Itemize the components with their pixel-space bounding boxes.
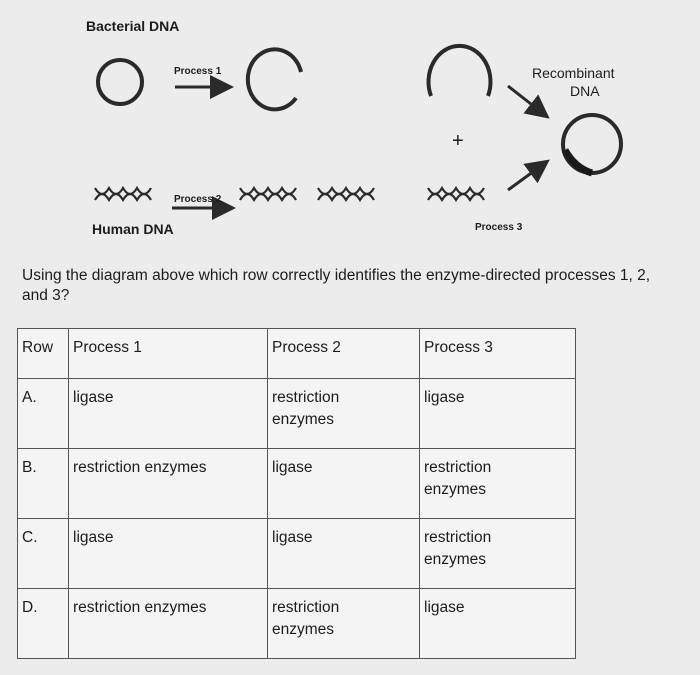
table-row	[18, 519, 576, 589]
cell-process2	[268, 379, 420, 449]
process2-label: Process 2	[174, 194, 222, 205]
question-text: Using the diagram above which row correctly identifies the enzyme-directed processes 1, 2, and 3?	[22, 267, 651, 304]
cell-process1: ligase	[69, 379, 268, 449]
dna-diagram	[0, 0, 700, 250]
opened-plasmid	[429, 46, 491, 96]
bacterial-dna-label: Bacterial DNA	[86, 18, 180, 34]
cell-text: restriction enzymes	[424, 459, 492, 498]
header-row: Row	[18, 329, 69, 379]
cut-dna-helix-1	[240, 188, 296, 200]
recombinant-plasmid	[563, 115, 621, 173]
header-process2: Process 2	[268, 329, 420, 379]
cell-process3	[420, 519, 576, 589]
human-dna-label: Human DNA	[92, 221, 174, 237]
cell-process1: restriction enzymes	[69, 449, 268, 519]
cell-process3: ligase	[420, 379, 576, 449]
human-dna-helix	[95, 188, 151, 200]
row-label: B.	[18, 449, 69, 519]
cell-process2: ligase	[268, 519, 420, 589]
cell-process3	[420, 449, 576, 519]
bacterial-plasmid	[98, 60, 142, 104]
answer-table	[17, 328, 576, 659]
cell-process2: ligase	[268, 449, 420, 519]
recombinant-label-line1: Recombinant	[532, 65, 615, 81]
cut-dna-helix-2	[318, 188, 374, 200]
cell-text: restriction enzymes	[272, 599, 340, 638]
cell-text: restriction enzymes	[424, 529, 492, 568]
header-process3: Process 3	[420, 329, 576, 379]
table-header-row	[18, 329, 576, 379]
process1-label: Process 1	[174, 66, 222, 77]
to-recombinant-arrow-bottom	[508, 163, 545, 190]
cell-process3: ligase	[420, 589, 576, 659]
to-recombinant-arrow-top	[508, 86, 545, 115]
recombinant-label-line2: DNA	[570, 83, 600, 99]
row-label: C.	[18, 519, 69, 589]
cut-plasmid	[248, 49, 301, 109]
row-label: D.	[18, 589, 69, 659]
plus-sign: +	[452, 130, 464, 152]
cell-process1: restriction enzymes	[69, 589, 268, 659]
table-row	[18, 589, 576, 659]
cell-process2	[268, 589, 420, 659]
cell-text: restriction enzymes	[272, 389, 340, 428]
table-row	[18, 449, 576, 519]
header-process1: Process 1	[69, 329, 268, 379]
table-row	[18, 379, 576, 449]
dna-fragment-helix	[428, 188, 484, 200]
row-label: A.	[18, 379, 69, 449]
process3-label: Process 3	[475, 222, 523, 233]
cell-process1: ligase	[69, 519, 268, 589]
